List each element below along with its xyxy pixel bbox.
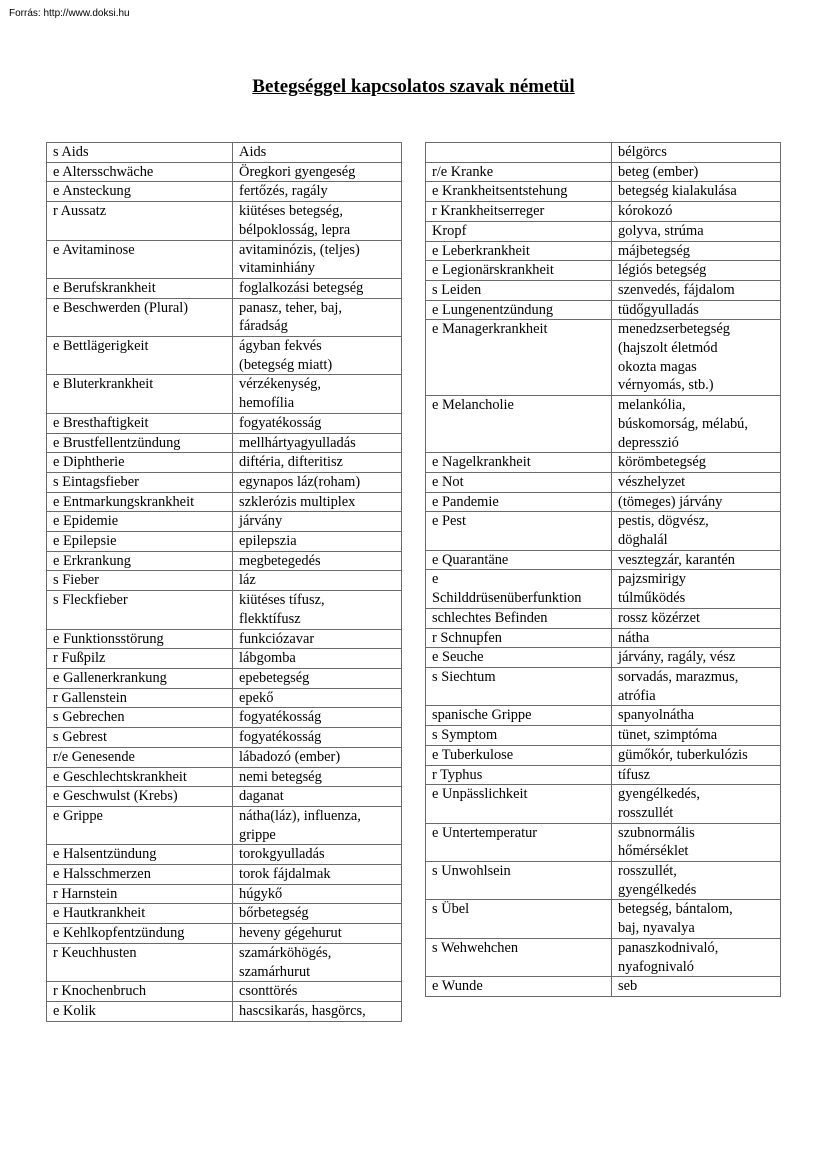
table-row [426,823,781,861]
table-row [47,943,402,981]
german-term [426,143,612,163]
table-row [47,472,402,492]
table-row [47,202,402,240]
hungarian-translation: diftéria, difteritisz [233,453,402,473]
hungarian-translation: bőrbetegség [233,904,402,924]
hungarian-translation: melankólia, búskomorság, mélabú, depresszió [612,396,781,453]
table-row [47,806,402,844]
table-row [47,591,402,629]
german-term: r Typhus [426,765,612,785]
vocab-table-right-body [426,143,781,997]
hungarian-translation: megbetegedés [233,551,402,571]
hungarian-translation: heveny gégehurut [233,924,402,944]
hungarian-translation: ágyban fekvés (betegség miatt) [233,337,402,375]
table-row [426,628,781,648]
table-row [426,143,781,163]
table-row [426,608,781,628]
german-term: r Harnstein [47,884,233,904]
table-row [47,298,402,336]
table-row [47,728,402,748]
german-term: e Leberkrankheit [426,241,612,261]
german-term: e Gallenerkrankung [47,668,233,688]
hungarian-translation: májbetegség [612,241,781,261]
german-term: e Funktionsstörung [47,629,233,649]
table-row [426,706,781,726]
german-term: r/e Kranke [426,162,612,182]
table-row [426,202,781,222]
hungarian-translation: fertőzés, ragály [233,182,402,202]
german-term: e Geschwulst (Krebs) [47,787,233,807]
german-term: e Pandemie [426,492,612,512]
hungarian-translation: (tömeges) járvány [612,492,781,512]
hungarian-translation: légiós betegség [612,261,781,281]
hungarian-translation: egynapos láz(roham) [233,472,402,492]
hungarian-translation: nátha(láz), influenza, grippe [233,806,402,844]
hungarian-translation: panasz, teher, baj, fáradság [233,298,402,336]
table-row [47,571,402,591]
german-term: s Leiden [426,280,612,300]
table-row [47,708,402,728]
table-row [47,982,402,1002]
german-term: e Schilddrüsenüberfunktion [426,570,612,608]
hungarian-translation: szklerózis multiplex [233,492,402,512]
hungarian-translation: menedzserbetegség (hajszolt életmód okozta magas vérnyomás, stb.) [612,320,781,396]
table-row [47,688,402,708]
german-term: e Erkrankung [47,551,233,571]
german-term: e Unpässlichkeit [426,785,612,823]
german-term: e Quarantäne [426,550,612,570]
hungarian-translation: tífusz [612,765,781,785]
table-row [426,162,781,182]
german-term: r Keuchhusten [47,943,233,981]
german-term: e Kehlkopfentzündung [47,924,233,944]
page-title: Betegséggel kapcsolatos szavak németül [252,76,575,97]
german-term: e Beschwerden (Plural) [47,298,233,336]
hungarian-translation: pajzsmirigy túlműködés [612,570,781,608]
hungarian-translation: foglalkozási betegség [233,278,402,298]
german-term: schlechtes Befinden [426,608,612,628]
hungarian-translation: spanyolnátha [612,706,781,726]
hungarian-translation: avitaminózis, (teljes) vitaminhiány [233,240,402,278]
german-term: e Kolik [47,1001,233,1021]
hungarian-translation: szamárköhögés, szamárhurut [233,943,402,981]
table-row [426,648,781,668]
table-row [47,182,402,202]
table-row [47,649,402,669]
german-term: e Not [426,472,612,492]
hungarian-translation: kiütéses tífusz, flekktífusz [233,591,402,629]
german-term: e Seuche [426,648,612,668]
hungarian-translation: csonttörés [233,982,402,1002]
hungarian-translation: szubnormális hőmérséklet [612,823,781,861]
table-row [426,765,781,785]
german-term: s Fleckfieber [47,591,233,629]
hungarian-translation: torok fájdalmak [233,865,402,885]
table-row [47,162,402,182]
hungarian-translation: lábgomba [233,649,402,669]
german-term: e Legionärskrankheit [426,261,612,281]
hungarian-translation: körömbetegség [612,453,781,473]
table-row [426,938,781,976]
german-term: r Fußpilz [47,649,233,669]
table-row [426,221,781,241]
table-row [47,143,402,163]
table-row [47,240,402,278]
hungarian-translation: rossz közérzet [612,608,781,628]
table-row [47,492,402,512]
table-row [426,300,781,320]
german-term: e Pest [426,512,612,550]
hungarian-translation: hascsikarás, hasgörcs, [233,1001,402,1021]
table-row [47,532,402,552]
german-term: s Symptom [426,726,612,746]
german-term: e Bluterkrankheit [47,375,233,413]
german-term: e Brustfellentzündung [47,433,233,453]
table-row [426,320,781,396]
german-term: s Fieber [47,571,233,591]
table-row [426,453,781,473]
german-term: e Lungenentzündung [426,300,612,320]
german-term: e Untertemperatur [426,823,612,861]
german-term: e Bresthaftigkeit [47,413,233,433]
hungarian-translation: betegség kialakulása [612,182,781,202]
hungarian-translation: epebetegség [233,668,402,688]
hungarian-translation: fogyatékosság [233,728,402,748]
hungarian-translation: panaszkodnivaló, nyafognivaló [612,938,781,976]
german-term: s Unwohlsein [426,862,612,900]
german-term: e Entmarkungskrankheit [47,492,233,512]
german-term: r/e Genesende [47,747,233,767]
table-row [47,278,402,298]
hungarian-translation: pestis, dögvész, döghalál [612,512,781,550]
table-row [47,337,402,375]
german-term: e Diphtherie [47,453,233,473]
table-row [47,787,402,807]
hungarian-translation: seb [612,977,781,997]
hungarian-translation: láz [233,571,402,591]
table-row [47,413,402,433]
german-term: e Krankheitsentstehung [426,182,612,202]
hungarian-translation: húgykő [233,884,402,904]
table-row [47,1001,402,1021]
german-term: e Melancholie [426,396,612,453]
hungarian-translation: epekő [233,688,402,708]
table-row [47,924,402,944]
table-row [426,726,781,746]
hungarian-translation: Öregkori gyengeség [233,162,402,182]
hungarian-translation: nemi betegség [233,767,402,787]
german-term: r Aussatz [47,202,233,240]
table-row [426,182,781,202]
table-row [426,785,781,823]
german-term: e Epilepsie [47,532,233,552]
hungarian-translation: bélgörcs [612,143,781,163]
hungarian-translation: kiütéses betegség, bélpoklosság, lepra [233,202,402,240]
table-row [47,884,402,904]
hungarian-translation: torokgyulladás [233,845,402,865]
german-term: Kropf [426,221,612,241]
german-term: e Tuberkulose [426,745,612,765]
german-term: e Berufskrankheit [47,278,233,298]
german-term: e Bettlägerigkeit [47,337,233,375]
source-note: Forrás: http://www.doksi.hu [9,8,130,19]
german-term: r Schnupfen [426,628,612,648]
hungarian-translation: mellhártyagyulladás [233,433,402,453]
table-row [47,433,402,453]
table-row [426,900,781,938]
table-row [426,492,781,512]
hungarian-translation: gyengélkedés, rosszullét [612,785,781,823]
hungarian-translation: tüdőgyulladás [612,300,781,320]
german-term: spanische Grippe [426,706,612,726]
german-term: e Halsentzündung [47,845,233,865]
table-row [47,629,402,649]
german-term: s Gebrechen [47,708,233,728]
table-row [426,550,781,570]
german-term: e Epidemie [47,512,233,532]
hungarian-translation: rosszullét, gyengélkedés [612,862,781,900]
german-term: e Managerkrankheit [426,320,612,396]
german-term: e Hautkrankheit [47,904,233,924]
vocab-table-right [425,142,781,997]
hungarian-translation: vérzékenység, hemofília [233,375,402,413]
german-term: r Krankheitserreger [426,202,612,222]
german-term: e Wunde [426,977,612,997]
hungarian-translation: nátha [612,628,781,648]
table-row [426,241,781,261]
german-term: e Avitaminose [47,240,233,278]
hungarian-translation: epilepszia [233,532,402,552]
hungarian-translation: gümőkór, tuberkulózis [612,745,781,765]
hungarian-translation: betegség, bántalom, baj, nyavalya [612,900,781,938]
hungarian-translation: járvány, ragály, vész [612,648,781,668]
table-row [47,668,402,688]
table-row [47,747,402,767]
german-term: s Eintagsfieber [47,472,233,492]
table-row [47,375,402,413]
german-term: e Nagelkrankheit [426,453,612,473]
german-term: e Geschlechtskrankheit [47,767,233,787]
hungarian-translation: funkciózavar [233,629,402,649]
hungarian-translation: daganat [233,787,402,807]
german-term: e Ansteckung [47,182,233,202]
table-row [47,512,402,532]
table-row [426,396,781,453]
german-term: r Gallenstein [47,688,233,708]
table-row [426,745,781,765]
vocab-table-left-body [47,143,402,1022]
table-row [47,767,402,787]
hungarian-translation: vészhelyzet [612,472,781,492]
hungarian-translation: fogyatékosság [233,708,402,728]
german-term: s Übel [426,900,612,938]
table-row [426,261,781,281]
hungarian-translation: járvány [233,512,402,532]
hungarian-translation: szenvedés, fájdalom [612,280,781,300]
table-row [426,667,781,705]
german-term: s Gebrest [47,728,233,748]
table-row [47,904,402,924]
table-row [426,862,781,900]
german-term: e Altersschwäche [47,162,233,182]
german-term: e Halsschmerzen [47,865,233,885]
hungarian-translation: kórokozó [612,202,781,222]
hungarian-translation: tünet, szimptóma [612,726,781,746]
table-row [426,472,781,492]
hungarian-translation: sorvadás, marazmus, atrófia [612,667,781,705]
hungarian-translation: beteg (ember) [612,162,781,182]
table-row [426,280,781,300]
german-term: r Knochenbruch [47,982,233,1002]
table-row [47,845,402,865]
table-row [47,865,402,885]
german-term: s Wehwehchen [426,938,612,976]
hungarian-translation: fogyatékosság [233,413,402,433]
table-row [47,551,402,571]
table-row [47,453,402,473]
table-row [426,977,781,997]
german-term: s Siechtum [426,667,612,705]
hungarian-translation: golyva, strúma [612,221,781,241]
german-term: e Grippe [47,806,233,844]
hungarian-translation: Aids [233,143,402,163]
table-row [426,570,781,608]
hungarian-translation: lábadozó (ember) [233,747,402,767]
hungarian-translation: vesztegzár, karantén [612,550,781,570]
german-term: s Aids [47,143,233,163]
table-row [426,512,781,550]
vocab-table-left [46,142,402,1022]
